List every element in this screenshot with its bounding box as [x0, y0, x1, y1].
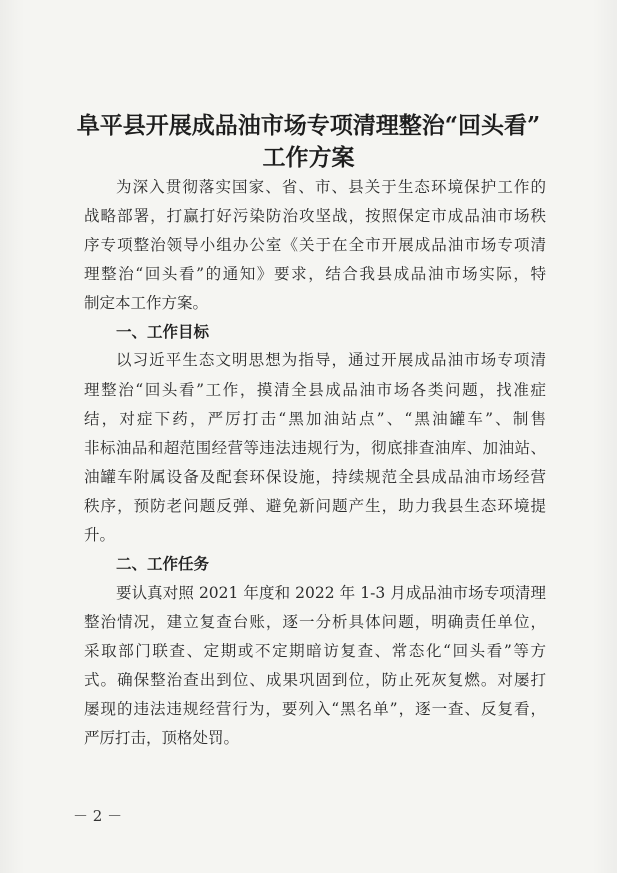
section1-paragraph-line: 以习近平生态文明思想为指导，通过开展成品油市场专项清	[116, 351, 546, 369]
section-heading-goals: 一、工作目标	[116, 323, 210, 341]
section2-paragraph-line: 要认真对照 2021 年度和 2022 年 1-3 月成品油市场专项清理	[116, 584, 546, 602]
intro-paragraph-line: 战略部署，打赢打好污染防治攻坚战，按照保定市成品油市场秩	[84, 207, 546, 225]
document-title-line-2: 工作方案	[262, 144, 355, 171]
intro-paragraph-line: 为深入贯彻落实国家、省、市、县关于生态环境保护工作的	[116, 178, 546, 196]
section1-paragraph-line: 油罐车附属设备及配套环保设施，持续规范全县成品油市场经营	[84, 468, 546, 486]
section2-paragraph-line: 整治情况，建立复查台账，逐一分析具体问题，明确责任单位，	[84, 613, 546, 631]
section1-paragraph-line: 升。	[84, 526, 116, 544]
document-title-line-1: 阜平县开展成品油市场专项清理整治“回头看”	[76, 112, 541, 139]
section2-paragraph-line: 采取部门联查、定期或不定期暗访复查、常态化“回头看”等方	[84, 642, 546, 660]
section1-paragraph-line: 结，对症下药，严厉打击“黑加油站点”、“黑油罐车”、制售	[84, 410, 546, 428]
section2-paragraph-line: 屡现的违法违规经营行为，要列入“黑名单”，逐一查、反复看，	[84, 700, 546, 718]
section1-paragraph-line: 非标油品和超范围经营等违法违规行为，彻底排查油库、加油站、	[84, 439, 546, 457]
intro-paragraph-line: 理整治“回头看”的通知》要求，结合我县成品油市场实际，特	[84, 265, 546, 283]
intro-paragraph-line: 制定本工作方案。	[84, 294, 209, 312]
section1-paragraph-line: 理整治“回头看”工作，摸清全县成品油市场各类问题，找准症	[84, 381, 546, 399]
section1-paragraph-line: 秩序，预防老问题反弹、避免新问题产生，助力我县生态环境提	[84, 497, 546, 515]
section2-paragraph-line: 严厉打击，顶格处罚。	[84, 729, 240, 747]
intro-paragraph-line: 序专项整治领导小组办公室《关于在全市开展成品油市场专项清	[84, 236, 546, 254]
page-number: － 2 －	[73, 807, 123, 825]
section2-paragraph-line: 式。确保整治查出到位、成果巩固到位，防止死灰复燃。对屡打	[84, 671, 546, 689]
section-heading-tasks: 二、工作任务	[116, 555, 210, 573]
